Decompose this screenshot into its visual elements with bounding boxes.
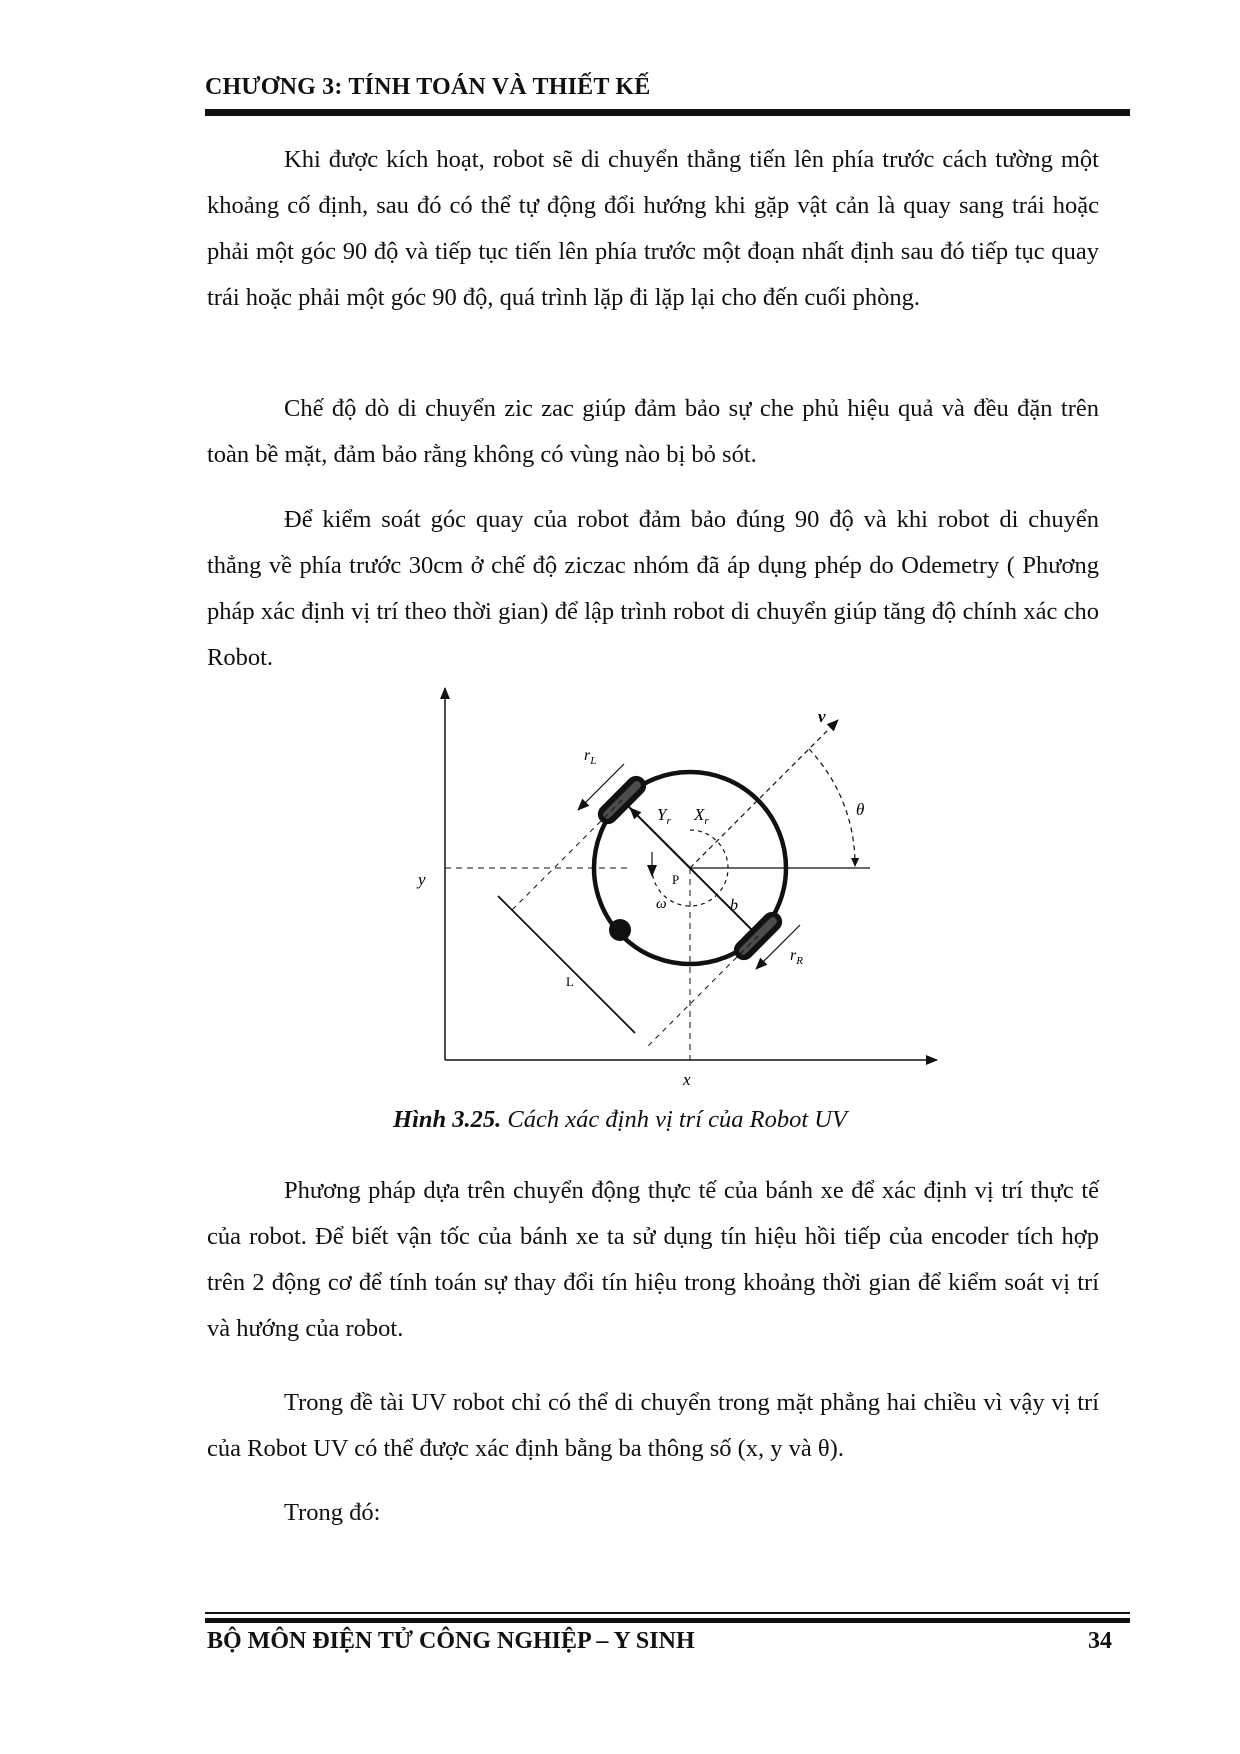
l-label: L bbox=[566, 974, 574, 989]
figure-caption bbox=[0, 1106, 1240, 1134]
theta-label: θ bbox=[856, 800, 865, 819]
robot-position-figure bbox=[400, 680, 960, 1090]
footer-rule-thin bbox=[205, 1612, 1130, 1614]
paragraph-5: Trong đề tài UV robot chỉ có thể di chuyển trong mặt phẳng hai chiều vì vậy vị trí của Robot UV có thể được xác định bằng ba thông số (x, y và θ). bbox=[207, 1389, 1099, 1462]
omega-label: ω bbox=[656, 896, 667, 912]
velocity-arrow bbox=[690, 720, 838, 868]
r-l-label: $r_L$ bbox=[584, 747, 597, 767]
p-label: P bbox=[672, 872, 680, 887]
footer-rule-thick bbox=[205, 1618, 1130, 1623]
y-axis-label: y bbox=[418, 870, 426, 889]
paragraph-1: Khi được kích hoạt, robot sẽ di chuyển thẳng tiến lên phía trước cách tường một khoảng cố định, sau đó có thể tự động đổi hướng khi gặp vật cản là quay sang trái hoặc phải một góc 90 độ và tiếp tục tiến lên phía trước một đoạn nhất định sau đó tiếp tục quay trái hoặc phải một góc 90 độ, quá trình lặp đi lặp lại cho đến cuối phòng. bbox=[207, 146, 1099, 311]
l-dimension-line bbox=[498, 896, 635, 1033]
page-number: 34 bbox=[1088, 1628, 1112, 1654]
odometry-diagram bbox=[400, 680, 960, 1090]
paragraph-2: Chế độ dò di chuyển zic zac giúp đảm bảo sự che phủ hiệu quả và đều đặn trên toàn bề mặt, đảm bảo rằng không có vùng nào bị bỏ sót. bbox=[207, 395, 1099, 468]
left-wheel-extension bbox=[512, 800, 622, 910]
xr-label: $X_r$ bbox=[694, 805, 709, 827]
x-axis-label: x bbox=[683, 1070, 691, 1089]
theta-arc bbox=[809, 749, 855, 866]
b-label: b bbox=[730, 897, 738, 914]
paragraph-6: Trong đó: bbox=[284, 1499, 381, 1526]
right-wheel-extension bbox=[648, 936, 758, 1046]
velocity-label: v bbox=[818, 707, 826, 726]
paragraph-4: Phương pháp dựa trên chuyển động thực tế của bánh xe để xác định vị trí thực tế của robot. Để biết vận tốc của bánh xe ta sử dụng tín hiệu hồi tiếp của encoder tích hợp trên 2 động cơ để tính toán sự thay đổi tín hiệu trong khoảng thời gian để kiểm soát vị trí và hướng của robot. bbox=[207, 1177, 1099, 1342]
paragraph-3: Để kiểm soát góc quay của robot đảm bảo đúng 90 độ và khi robot di chuyển thẳng về phía trước 30cm ở chế độ ziczac nhóm đã áp dụng phép do Odemetry ( Phương pháp xác định vị trí theo thời gian) để lập trình robot di chuyển giúp tăng độ chính xác cho Robot. bbox=[207, 506, 1099, 671]
caption-number: Hình 3.25. bbox=[393, 1106, 502, 1133]
header-rule bbox=[205, 109, 1130, 116]
chapter-title: CHƯƠNG 3: TÍNH TOÁN VÀ THIẾT KẾ bbox=[205, 74, 651, 100]
r-r-label: $r_R$ bbox=[790, 947, 803, 967]
footer-department: BỘ MÔN ĐIỆN TỬ CÔNG NGHIỆP – Y SINH bbox=[207, 1628, 695, 1654]
caption-text: Cách xác định vị trí của Robot UV bbox=[501, 1106, 847, 1133]
yr-label: $Y_r$ bbox=[657, 805, 671, 827]
caster-wheel bbox=[609, 919, 631, 941]
